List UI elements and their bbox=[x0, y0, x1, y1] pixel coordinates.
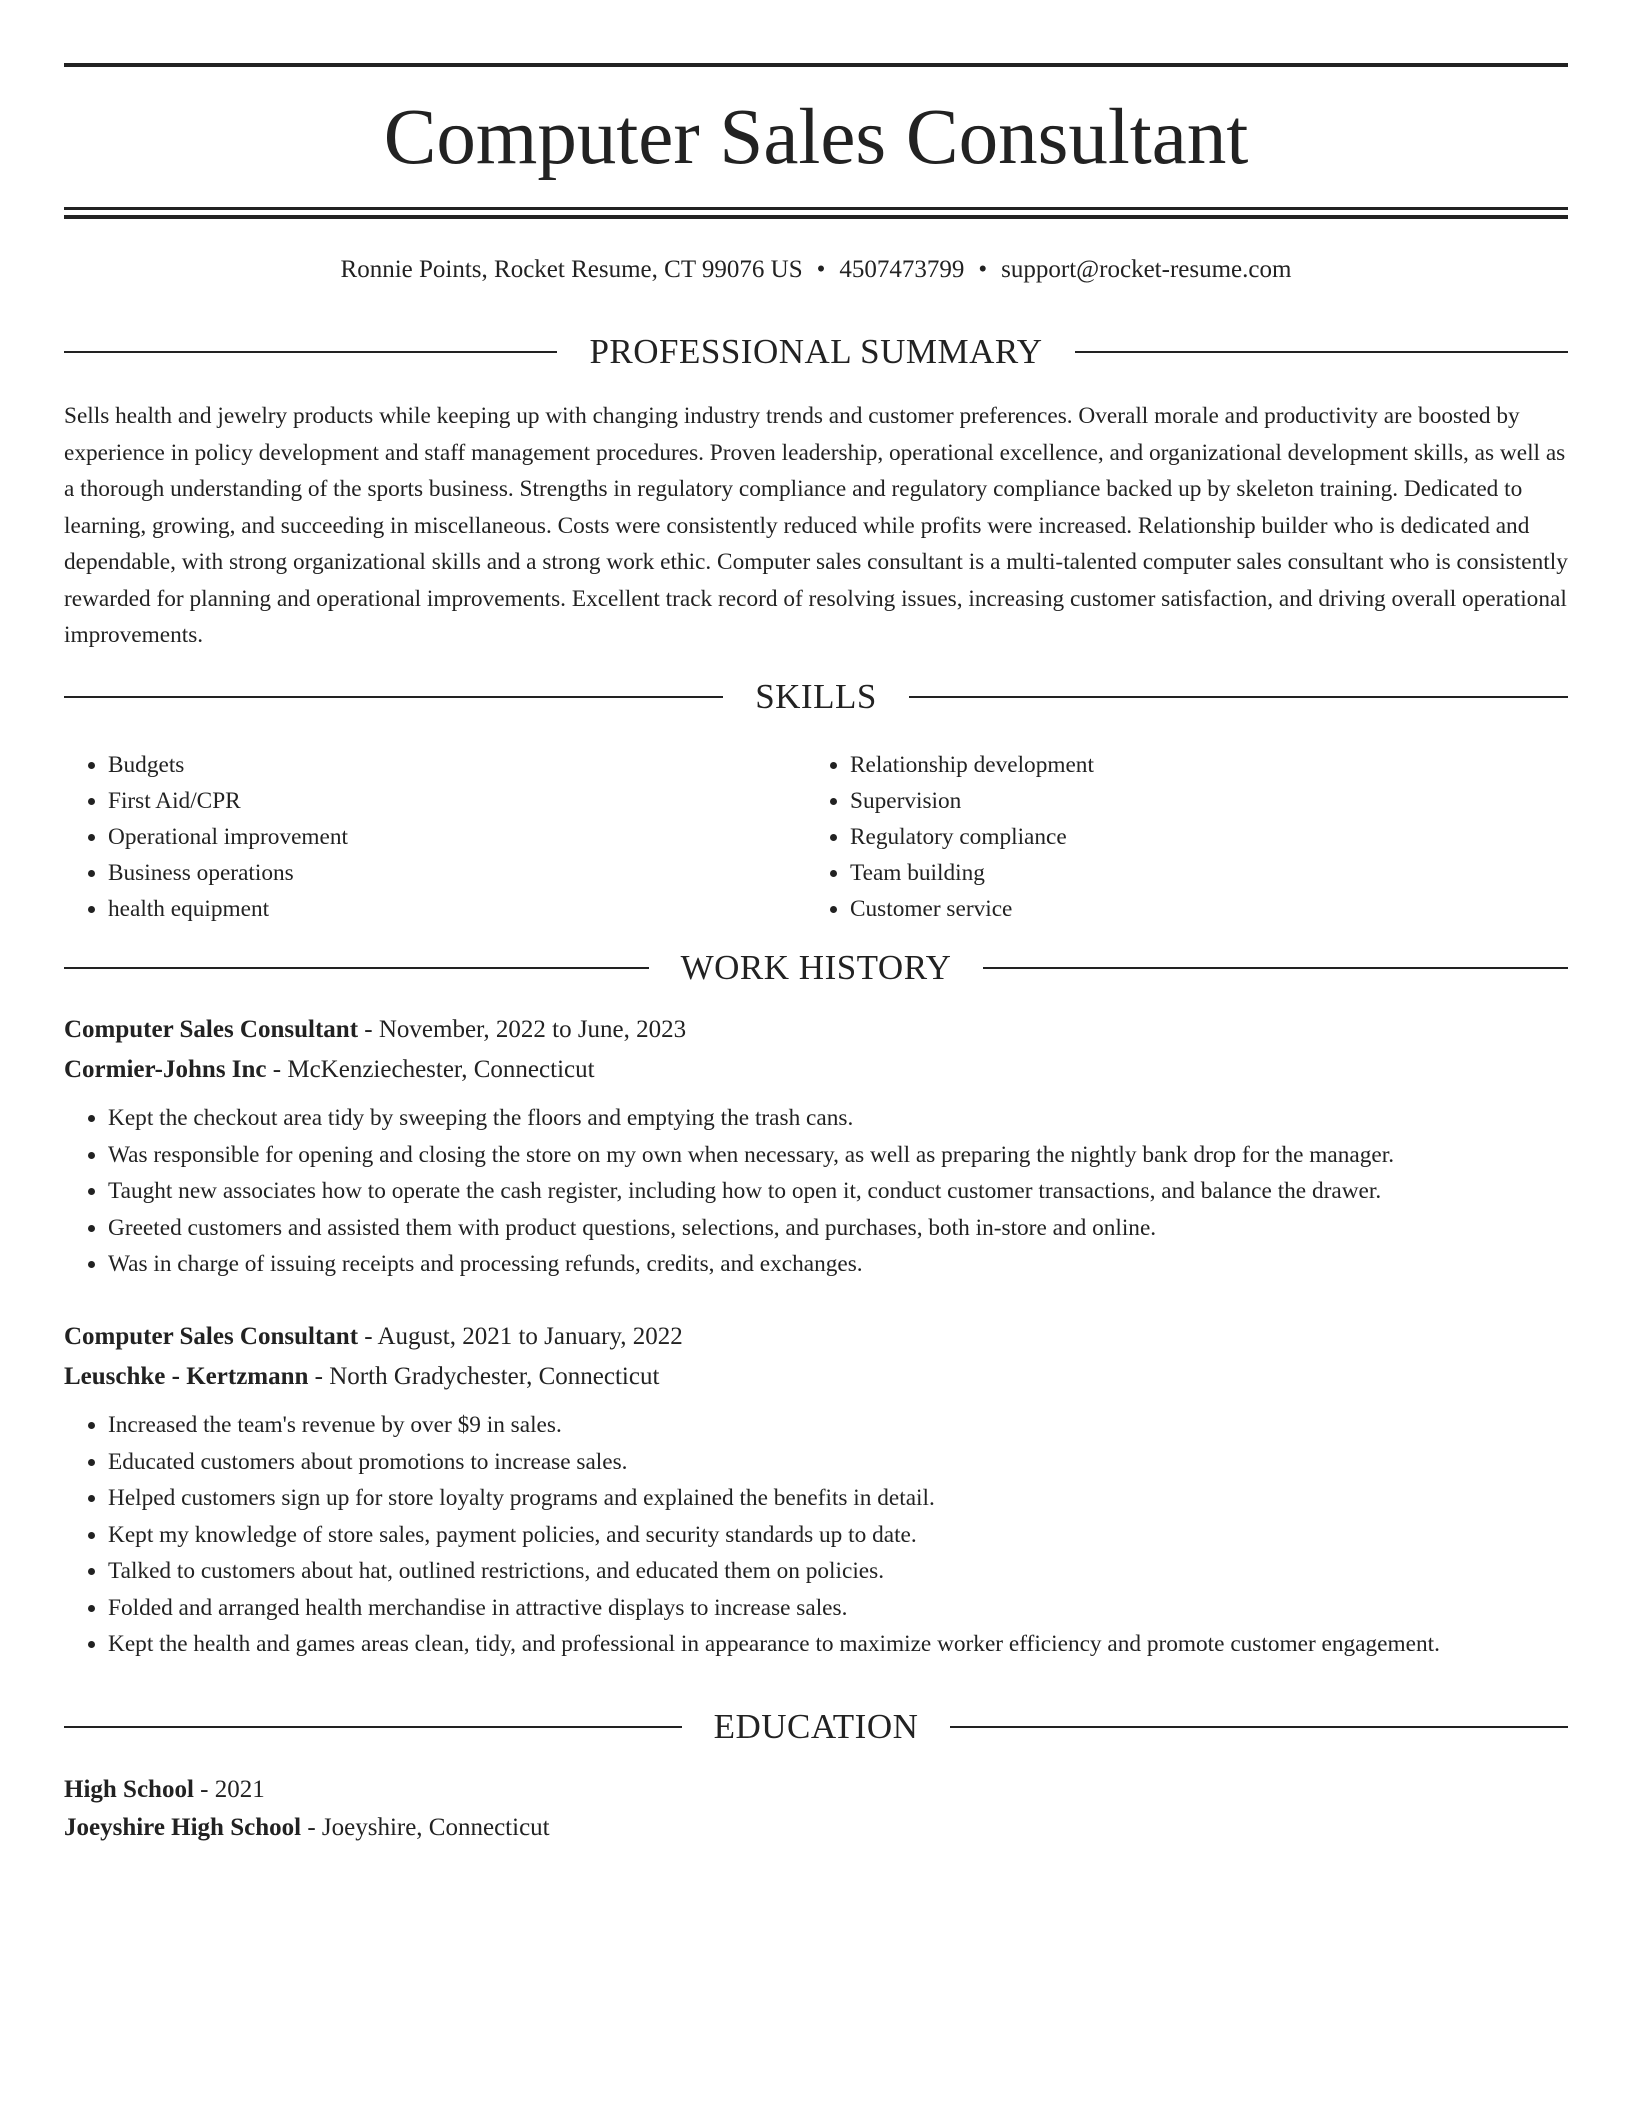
skill-item: • First Aid/CPR bbox=[108, 783, 806, 819]
job-entry bbox=[64, 1317, 1568, 1663]
page-title: Computer Sales Consultant bbox=[383, 94, 1249, 181]
heading-rule bbox=[950, 1726, 1568, 1728]
summary-text: Sells health and jewelry products while keeping up with changing industry trends and customer preferences. Overall morale and productivity are boosted by experience in policy development and staff management procedures. Proven leadership, operational excellence, and organizational development skills, as well as a thorough understanding of the sports business. Strengths in regulatory compliance and regulatory compliance backed up by skeleton training. Dedicated to learning, growing, and succeeding in miscellaneous. Costs were consistently reduced while profits were increased. Relationship builder who is dedicated and dependable, with strong organizational skills and a strong work ethic. Computer sales consultant is a multi-talented computer sales consultant who is consistently rewarded for planning and operational improvements. Excellent track record of resolving issues, increasing customer satisfaction, and driving overall operational improvements. bbox=[64, 403, 1568, 648]
job-bullets bbox=[64, 1407, 1568, 1663]
job-dates: August, 2021 to January, 2022 bbox=[377, 1323, 683, 1350]
job-bullet: • Kept the health and games areas clean, tidy, and professional in appearance to maximize worker efficiency and promote customer engagement. bbox=[108, 1626, 1568, 1663]
education-school: Joeyshire High School bbox=[64, 1814, 302, 1841]
heading-rule bbox=[64, 1726, 682, 1728]
job-bullet: • Greeted customers and assisted them with product questions, selections, and purchases, both in-store and online. bbox=[108, 1210, 1568, 1247]
section-heading-text: EDUCATION bbox=[713, 1707, 919, 1746]
job-company: Leuschke - Kertzmann bbox=[64, 1363, 309, 1390]
job-location: North Gradychester, Connecticut bbox=[329, 1363, 660, 1390]
contact-line bbox=[64, 252, 1568, 288]
section-heading-skills bbox=[64, 675, 1568, 719]
job-title: Computer Sales Consultant bbox=[64, 1016, 359, 1043]
skill-item: • Regulatory compliance bbox=[850, 819, 1548, 855]
job-bullets bbox=[64, 1100, 1568, 1283]
education-year: 2021 bbox=[214, 1776, 265, 1803]
job-bullet: • Kept the checkout area tidy by sweeping the floors and emptying the trash cans. bbox=[108, 1100, 1568, 1137]
skills-column-left bbox=[64, 747, 806, 927]
job-bullet: • Folded and arranged health merchandise in attractive displays to increase sales. bbox=[108, 1590, 1568, 1627]
heading-rule bbox=[1075, 351, 1568, 353]
education-degree: High School bbox=[64, 1776, 194, 1803]
job-bullet: • Was responsible for opening and closing the store on my own when necessary, as well as preparing the nightly bank drop for the manager. bbox=[108, 1137, 1568, 1174]
education-degree-line: High School - 2021 bbox=[64, 1776, 265, 1803]
contact-phone: 4507473799 bbox=[839, 256, 965, 283]
skill-item: • Team building bbox=[850, 855, 1548, 891]
job-dates: November, 2022 to June, 2023 bbox=[378, 1016, 687, 1043]
section-heading-text: SKILLS bbox=[755, 677, 877, 716]
title-bottom-rule-thick bbox=[64, 215, 1568, 219]
job-bullet: • Was in charge of issuing receipts and processing refunds, credits, and exchanges. bbox=[108, 1246, 1568, 1283]
job-company-line: Leuschke - Kertzmann - North Gradychester, Connecticut bbox=[64, 1363, 660, 1390]
skill-item: • Operational improvement bbox=[108, 819, 806, 855]
skill-item: • Relationship development bbox=[850, 747, 1548, 783]
education-school-line: Joeyshire High School - Joeyshire, Connecticut bbox=[64, 1814, 550, 1841]
contact-email: support@rocket-resume.com bbox=[1001, 256, 1292, 283]
job-title-line: Computer Sales Consultant - November, 2022 to June, 2023 bbox=[64, 1016, 687, 1043]
skill-item: • Supervision bbox=[850, 783, 1548, 819]
job-company: Cormier-Johns Inc bbox=[64, 1056, 267, 1083]
skills-list bbox=[64, 747, 1568, 927]
title-top-rule bbox=[64, 63, 1568, 67]
contact-separator: • bbox=[978, 256, 988, 283]
job-bullet: • Taught new associates how to operate the cash register, including how to open it, conduct customer transactions, and balance the drawer. bbox=[108, 1173, 1568, 1210]
skills-column-right bbox=[806, 747, 1548, 927]
job-bullet: • Helped customers sign up for store loyalty programs and explained the benefits in detail. bbox=[108, 1480, 1568, 1517]
job-bullet: • Talked to customers about hat, outlined restrictions, and educated them on policies. bbox=[108, 1553, 1568, 1590]
skill-item: • Business operations bbox=[108, 855, 806, 891]
section-heading-summary bbox=[64, 330, 1568, 374]
job-entry bbox=[64, 1010, 1568, 1283]
skill-item: • Budgets bbox=[108, 747, 806, 783]
contact-separator: • bbox=[816, 256, 826, 283]
job-bullet: • Increased the team's revenue by over $9 in sales. bbox=[108, 1407, 1568, 1444]
section-heading-text: PROFESSIONAL SUMMARY bbox=[589, 332, 1043, 371]
heading-rule bbox=[64, 351, 557, 353]
heading-rule bbox=[64, 696, 723, 698]
education-entry bbox=[64, 1771, 1568, 1847]
job-bullet: • Kept my knowledge of store sales, payment policies, and security standards up to date. bbox=[108, 1517, 1568, 1554]
title-bottom-rule bbox=[64, 207, 1568, 210]
skill-item: • health equipment bbox=[108, 891, 806, 927]
contact-address: Ronnie Points, Rocket Resume, CT 99076 US bbox=[340, 256, 803, 283]
job-title: Computer Sales Consultant bbox=[64, 1323, 359, 1350]
job-location: McKenziechester, Connecticut bbox=[287, 1056, 595, 1083]
heading-rule bbox=[909, 696, 1568, 698]
job-company-line: Cormier-Johns Inc - McKenziechester, Connecticut bbox=[64, 1056, 595, 1083]
section-heading-education bbox=[64, 1705, 1568, 1749]
job-title-line: Computer Sales Consultant - August, 2021 to January, 2022 bbox=[64, 1323, 683, 1350]
education-location: Joeyshire, Connecticut bbox=[321, 1814, 550, 1841]
heading-rule bbox=[983, 967, 1568, 969]
job-bullet: • Educated customers about promotions to increase sales. bbox=[108, 1444, 1568, 1481]
section-heading-text: WORK HISTORY bbox=[680, 948, 952, 987]
skill-item: • Customer service bbox=[850, 891, 1548, 927]
heading-rule bbox=[64, 967, 649, 969]
section-heading-work-history bbox=[64, 946, 1568, 990]
